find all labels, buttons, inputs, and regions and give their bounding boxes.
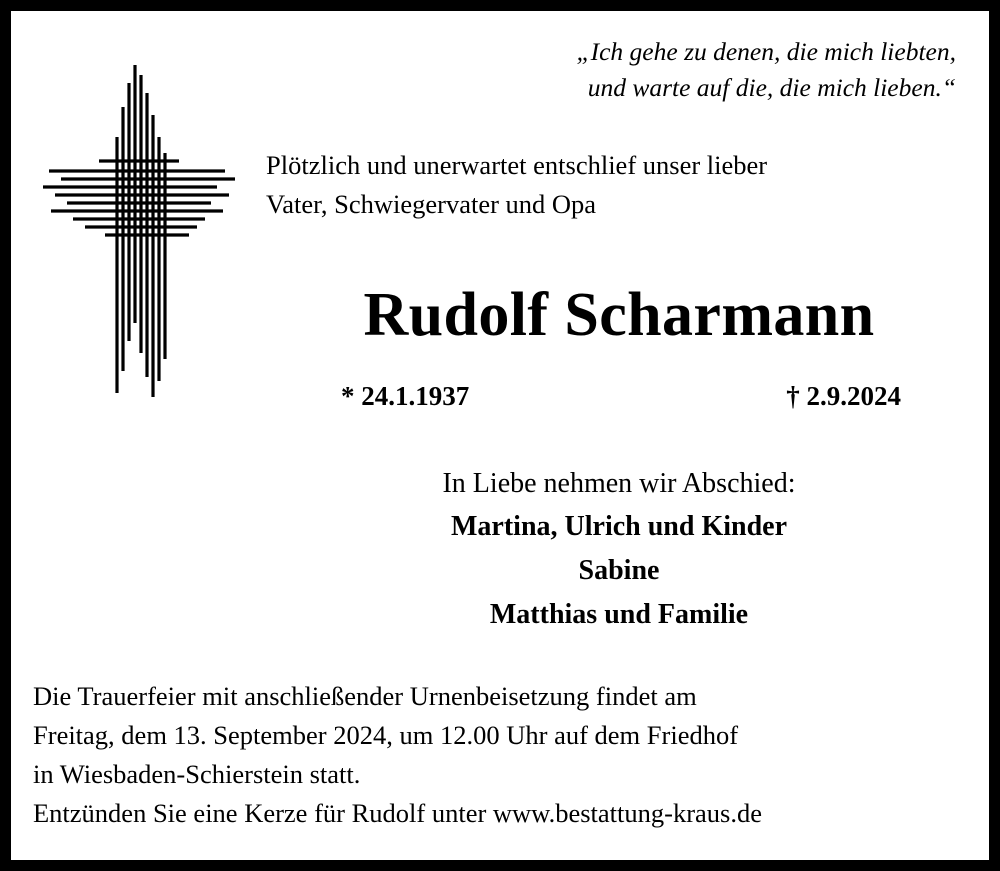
deceased-name: Rudolf Scharmann xyxy=(363,281,875,349)
service-line-2: Freitag, dem 13. September 2024, um 12.00 Uhr auf dem Friedhof xyxy=(33,719,739,750)
intro-line-2: Vater, Schwiegervater und Opa xyxy=(266,188,597,219)
birth-date-value: 24.1.1937 xyxy=(361,381,470,411)
quote-block xyxy=(266,34,956,106)
service-line-3: in Wiesbaden-Schierstein statt. xyxy=(33,758,361,789)
mourner-line: Martina, Ulrich und Kinder xyxy=(450,511,787,542)
mourner-line: Matthias und Familie xyxy=(489,599,749,631)
service-details xyxy=(33,677,973,833)
intro-line-1: Plötzlich und unerwartet entschlief unser lieber xyxy=(266,150,768,180)
quote-line-1: „Ich gehe zu denen, die mich liebten, xyxy=(576,37,956,66)
cross-icon xyxy=(39,41,239,411)
birth-date xyxy=(341,381,469,412)
mourner-line: Sabine xyxy=(578,555,660,587)
mourners-block xyxy=(259,463,979,638)
life-dates xyxy=(341,381,901,412)
intro-block xyxy=(266,146,966,224)
birth-symbol: * xyxy=(341,381,355,411)
death-date xyxy=(786,381,901,412)
notice-sheet xyxy=(11,11,989,860)
candle-link-line[interactable]: Entzünden Sie eine Kerze für Rudolf unter www.bestattung-kraus.de xyxy=(33,797,763,828)
quote-line-2: und warte auf die, die mich lieben.“ xyxy=(587,73,956,103)
service-line-1: Die Trauerfeier mit anschließender Urnenbeisetzung findet am xyxy=(33,681,697,711)
mourners-lead: In Liebe nehmen wir Abschied: xyxy=(442,468,796,499)
death-symbol: † xyxy=(786,381,800,411)
death-date-value: 2.9.2024 xyxy=(806,381,901,411)
